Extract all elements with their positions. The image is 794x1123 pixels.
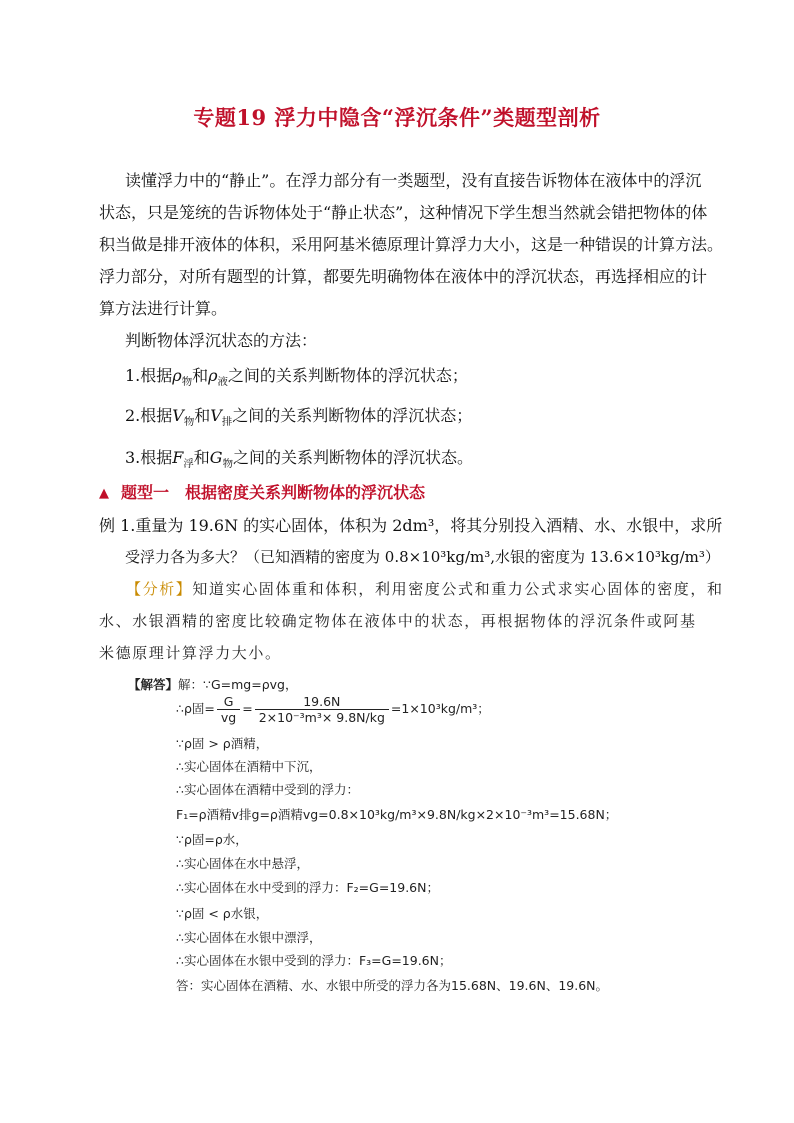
section-heading (99, 480, 425, 503)
solution-line-2: ∴ρ固= $\frac{G}{vg}$ = $\frac{19.6N}{\text{2×10⁻³m³× 9.8N/kg}}$ =1×10³kg/m³； (176, 694, 490, 725)
method-1: 1.根据$\rho_物$和$\rho_液$之间的关系判断物体的浮沉状态； (125, 366, 468, 389)
method-3: 3.根据$F_浮$和$G_物$之间的关系判断物体的浮沉状态。 (125, 448, 473, 471)
solution-line-11: ∴实心固体在水银中漂浮， (176, 930, 322, 945)
method-2: 2.根据$V_物$和$V_排$之间的关系判断物体的浮沉状态； (125, 406, 473, 429)
triangle-icon: ▲ (99, 486, 109, 501)
solution-line-8: ∴实心固体在水中悬浮， (176, 856, 309, 871)
section-label: 题型一 (121, 483, 170, 502)
page-title: 专题19 浮力中隐含“浮沉条件”类题型剖析 (193, 105, 601, 130)
solution-line-5: ∴实心固体在酒精中受到的浮力： (176, 782, 359, 797)
analysis-line-3: 米德原理计算浮力大小。 (99, 644, 282, 662)
analysis-line-1: 【分析】知道实心固体重和体积，利用密度公式和重力公式求实心固体的密度，和 (126, 580, 724, 598)
methods-heading: 判断物体浮沉状态的方法： (125, 331, 318, 350)
analysis-tag: 【分析】 (126, 580, 193, 598)
intro-line-2: 状态，只是笼统的告诉物体处于“静止状态”，这种情况下学生想当然就会错把物体的体 (99, 203, 708, 222)
example-line-2: 受浮力各为多大？（已知酒精的密度为 0.8×10³kg/m³,水银的密度为 13.6×10³kg/m³） (125, 548, 720, 566)
section-text: 根据密度关系判断物体的浮沉状态 (185, 483, 426, 502)
solution-tag: 【解答】 (128, 677, 179, 692)
analysis-line-2: 水、水银酒精的密度比较确定物体在液体中的状态，再根据物体的浮沉条件或阿基 (99, 612, 697, 630)
solution-line-7: ∵ρ固=ρ水， (176, 832, 248, 847)
solution-line-9: ∴实心固体在水中受到的浮力：F₂=G=19.6N； (176, 880, 439, 895)
intro-line-4: 浮力部分，对所有题型的计算，都要先明确物体在液体中的浮沉状态，再选择相应的计 (99, 267, 708, 286)
solution-line-12: ∴实心固体在水银中受到的浮力：F₃=G=19.6N； (176, 953, 452, 968)
intro-line-1: 读懂浮力中的“静止”。在浮力部分有一类题型，没有直接告诉物体在液体中的浮沉 (125, 171, 702, 190)
fraction-numeric: $\frac{19.6N}{\text{2×10⁻³m³× 9.8N/kg}}$ (255, 694, 389, 725)
solution-line-10: ∵ρ固 < ρ水银， (176, 906, 269, 921)
fraction-g-over-vg: $\frac{G}{vg}$ (217, 694, 240, 725)
solution-line-4: ∴实心固体在酒精中下沉， (176, 759, 322, 774)
example-line-1: 例 1.重量为 19.6N 的实心固体，体积为 2dm³，将其分别投入酒精、水、水银中，求所 (99, 516, 723, 535)
intro-line-5: 算方法进行计算。 (99, 299, 228, 318)
solution-answer: 答：实心固体在酒精、水、水银中所受的浮力各为15.68N、19.6N、19.6N。 (176, 978, 609, 993)
solution-line-6: F₁=ρ酒精v排g=ρ酒精vg=0.8×10³kg/m³×9.8N/kg×2×10⁻³m³=15.68N； (176, 807, 618, 822)
solution-line-1: 【解答】解：∵G=mg=ρvg， (128, 677, 298, 692)
intro-line-3: 积当做是排开液体的体积，采用阿基米德原理计算浮力大小，这是一种错误的计算方法。 (99, 235, 724, 254)
solution-line-3: ∵ρ固 > ρ酒精， (176, 736, 269, 751)
